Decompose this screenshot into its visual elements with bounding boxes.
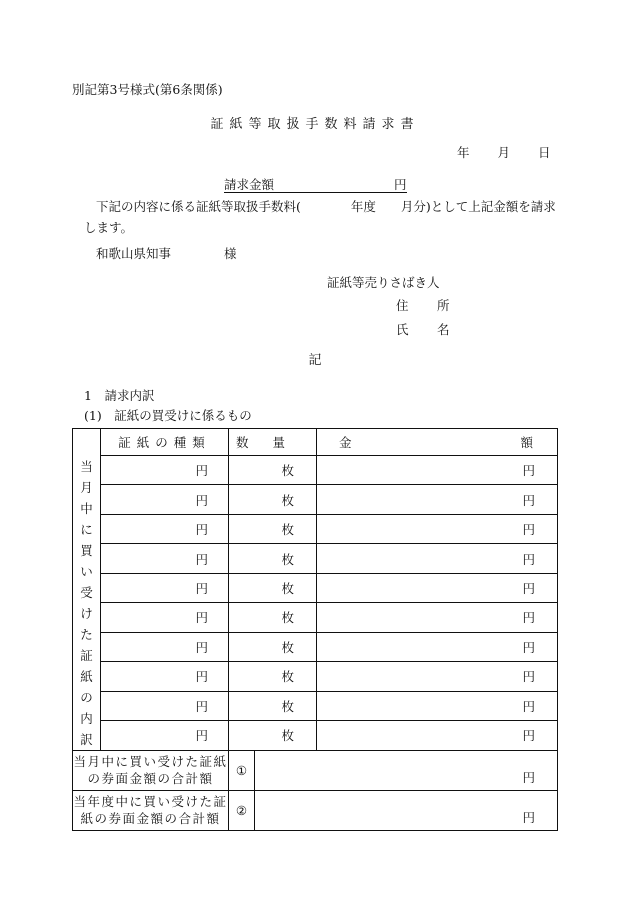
stamp-amount-cell: 円 [317, 456, 558, 485]
claimant-name-label: 氏 名 [396, 322, 458, 337]
stamp-quantity-cell: 枚 [229, 573, 317, 602]
table-row [73, 485, 558, 514]
table-row [73, 573, 558, 602]
stamp-quantity-cell: 枚 [229, 691, 317, 720]
side-label-char: 証 [80, 647, 93, 663]
side-label-char: 中 [80, 500, 93, 516]
table-row [73, 691, 558, 720]
document-title: 証紙等取扱手数料請求書 [210, 117, 420, 132]
date-year: 年 [457, 145, 470, 160]
section-1-1-heading: (1) 証紙の買受けに係るもの [84, 408, 252, 423]
total-label-line: の券面金額の合計額 [87, 771, 214, 786]
stamp-amount-cell: 円 [317, 485, 558, 514]
side-label-char: 月 [80, 479, 93, 495]
stamp-amount-cell: 円 [317, 544, 558, 573]
total-amount-cell: 円 [255, 790, 558, 830]
stamp-quantity-cell: 枚 [229, 514, 317, 543]
table-corner-cell [73, 429, 101, 456]
total-row [73, 750, 558, 790]
total-row [73, 790, 558, 830]
table-header-row [73, 429, 558, 456]
stamp-amount-cell: 円 [317, 514, 558, 543]
stamp-denomination-cell: 円 [101, 544, 229, 573]
total-label-line: 当月中に買い受けた証紙 [73, 754, 228, 769]
side-label-cell [73, 456, 101, 751]
table-row [73, 514, 558, 543]
date-day: 日 [537, 145, 551, 160]
header-stamp-kind: 証紙の種類 [101, 429, 229, 456]
header-quantity: 数量 [229, 429, 317, 456]
claimant-label: 証紙等売りさばき人 [327, 275, 440, 290]
stamp-quantity-cell: 枚 [229, 456, 317, 485]
header-amount-right: 額 [520, 435, 533, 450]
side-label-char: 受 [80, 584, 93, 600]
stamp-quantity-cell: 枚 [229, 603, 317, 632]
date-month: 月 [497, 145, 510, 160]
side-label-char: け [80, 605, 93, 621]
stamp-quantity-cell: 枚 [229, 720, 317, 750]
side-label-char: 買 [80, 542, 93, 558]
side-label-char: 紙 [80, 668, 93, 684]
side-label-char: 当 [80, 458, 93, 474]
table-row [73, 632, 558, 661]
date-line [457, 143, 550, 161]
side-label-char: 内 [80, 710, 93, 726]
table-row [73, 662, 558, 691]
stamp-purchase-table [72, 428, 558, 831]
form-number-label: 別記第3号様式(第6条関係) [72, 82, 223, 97]
stamp-denomination-cell: 円 [101, 662, 229, 691]
requested-amount-line [224, 175, 407, 193]
stamp-quantity-cell: 枚 [229, 544, 317, 573]
stamp-amount-cell: 円 [317, 662, 558, 691]
requested-amount-label: 請求金額 [224, 177, 275, 192]
stamp-amount-cell: 円 [317, 573, 558, 602]
stamp-denomination-cell: 円 [101, 691, 229, 720]
stamp-denomination-cell: 円 [101, 485, 229, 514]
table-row [73, 544, 558, 573]
stamp-quantity-cell: 枚 [229, 485, 317, 514]
stamp-amount-cell: 円 [317, 691, 558, 720]
ki-heading: 記 [308, 353, 322, 368]
body-text-line-1: 下記の内容に係る証紙等取扱手数料( 年度 月分)として上記金額を請求 [96, 199, 556, 214]
side-label-char: た [80, 626, 93, 642]
total-label-line: 当年度中に買い受けた証 [73, 794, 228, 809]
stamp-quantity-cell: 枚 [229, 662, 317, 691]
header-amount [317, 429, 558, 456]
total-label-cell [73, 790, 229, 830]
stamp-denomination-cell: 円 [101, 456, 229, 485]
table-row [73, 603, 558, 632]
table-row [73, 456, 558, 485]
header-amount-left: 金 [339, 435, 352, 450]
stamp-denomination-cell: 円 [101, 573, 229, 602]
total-mark-cell: ① [229, 750, 255, 790]
stamp-amount-cell: 円 [317, 603, 558, 632]
stamp-denomination-cell: 円 [101, 720, 229, 750]
total-label-cell [73, 750, 229, 790]
total-mark-cell: ② [229, 790, 255, 830]
stamp-quantity-cell: 枚 [229, 632, 317, 661]
stamp-amount-cell: 円 [317, 632, 558, 661]
stamp-amount-cell: 円 [317, 720, 558, 750]
claimant-address-label: 住 所 [396, 298, 458, 313]
stamp-denomination-cell: 円 [101, 632, 229, 661]
side-label-char: 訳 [80, 731, 93, 747]
stamp-denomination-cell: 円 [101, 514, 229, 543]
body-text-line-2: します。 [84, 220, 134, 235]
side-label-char: に [80, 521, 93, 537]
section-1-heading: 1 請求内訳 [84, 388, 155, 403]
addressee-name: 和歌山県知事 [96, 246, 172, 261]
requested-amount-unit: 円 [394, 177, 407, 192]
addressee-honorific: 様 [224, 246, 237, 261]
side-label-char: い [80, 563, 93, 579]
stamp-denomination-cell: 円 [101, 603, 229, 632]
side-label-char: の [80, 689, 93, 705]
total-amount-cell: 円 [255, 750, 558, 790]
table-row [73, 720, 558, 750]
total-label-line: 紙の券面金額の合計額 [80, 811, 221, 826]
requested-amount-blank [274, 179, 394, 193]
